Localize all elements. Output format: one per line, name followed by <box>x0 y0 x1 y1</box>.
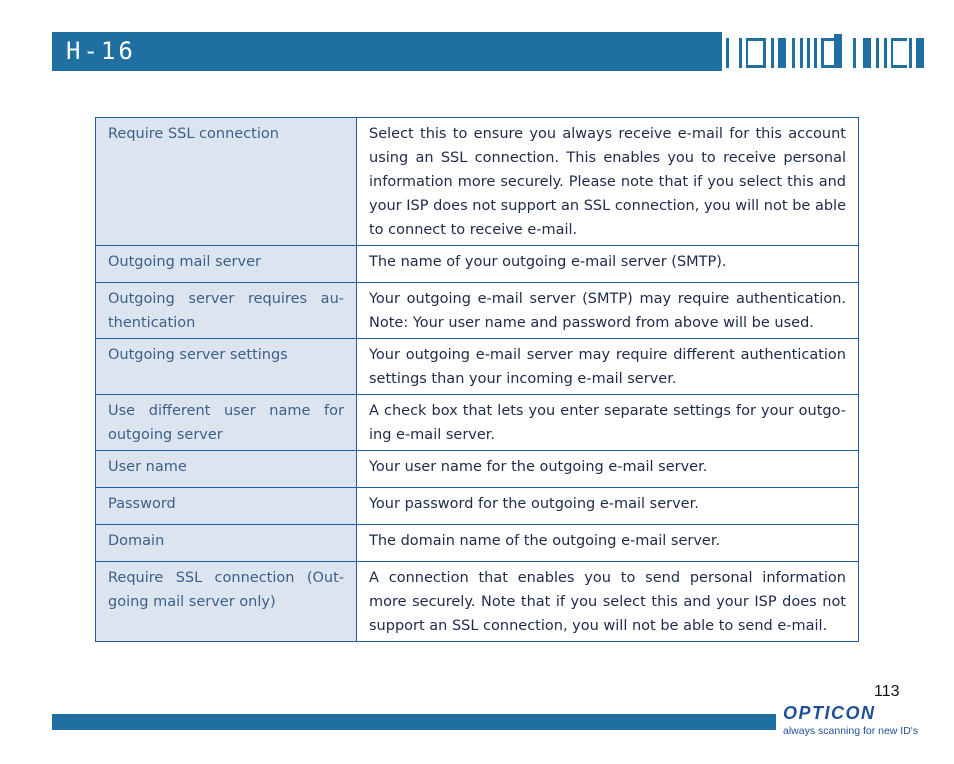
email-settings-table <box>95 117 859 642</box>
table-term: Require SSL connection <box>96 118 357 246</box>
table-row <box>96 562 859 642</box>
table-description: Your user name for the outgoing e-mail server. <box>357 451 859 488</box>
table-row <box>96 451 859 488</box>
barcode-icon <box>726 34 936 70</box>
footer-bar <box>52 714 776 730</box>
table-row <box>96 395 859 451</box>
table-row <box>96 118 859 246</box>
table-row <box>96 525 859 562</box>
table-description: A connection that enables you to send personal information more securely. Note that if you select this and your ISP does not support an SSL connection, you will not be able to send e-mail. <box>357 562 859 642</box>
table-term: Use different user name for outgoing server <box>96 395 357 451</box>
brand-slogan: always scanning for new ID's <box>783 725 919 737</box>
table-term: Outgoing server requires au-thentication <box>96 283 357 339</box>
table-row <box>96 283 859 339</box>
table-term: Password <box>96 488 357 525</box>
opticon-logo: OPTICON <box>783 703 876 723</box>
table-description: The domain name of the outgoing e-mail server. <box>357 525 859 562</box>
table-term: User name <box>96 451 357 488</box>
header-bar <box>52 32 722 71</box>
table-description: Your outgoing e-mail server (SMTP) may require authentication. Note: Your user name and password from above will be used. <box>357 283 859 339</box>
table-description: The name of your outgoing e-mail server (SMTP). <box>357 246 859 283</box>
table-row <box>96 488 859 525</box>
table-description: Your password for the outgoing e-mail server. <box>357 488 859 525</box>
table-term: Domain <box>96 525 357 562</box>
page-number: 113 <box>874 683 900 700</box>
page-title: H-16 <box>66 37 136 65</box>
table-term: Require SSL connection (Out-going mail server only) <box>96 562 357 642</box>
table-row <box>96 339 859 395</box>
table-row <box>96 246 859 283</box>
table-description: Select this to ensure you always receive e-mail for this account using an SSL connection. This enables you to receive personal information more securely. Please note that if you select this and your ISP does not support an SSL connection, you will not be able to connect to receive e-mail. <box>357 118 859 246</box>
table-term: Outgoing server settings <box>96 339 357 395</box>
table-description: A check box that lets you enter separate settings for your outgo-ing e-mail server. <box>357 395 859 451</box>
table-term: Outgoing mail server <box>96 246 357 283</box>
table-description: Your outgoing e-mail server may require different authentication settings than your incoming e-mail server. <box>357 339 859 395</box>
